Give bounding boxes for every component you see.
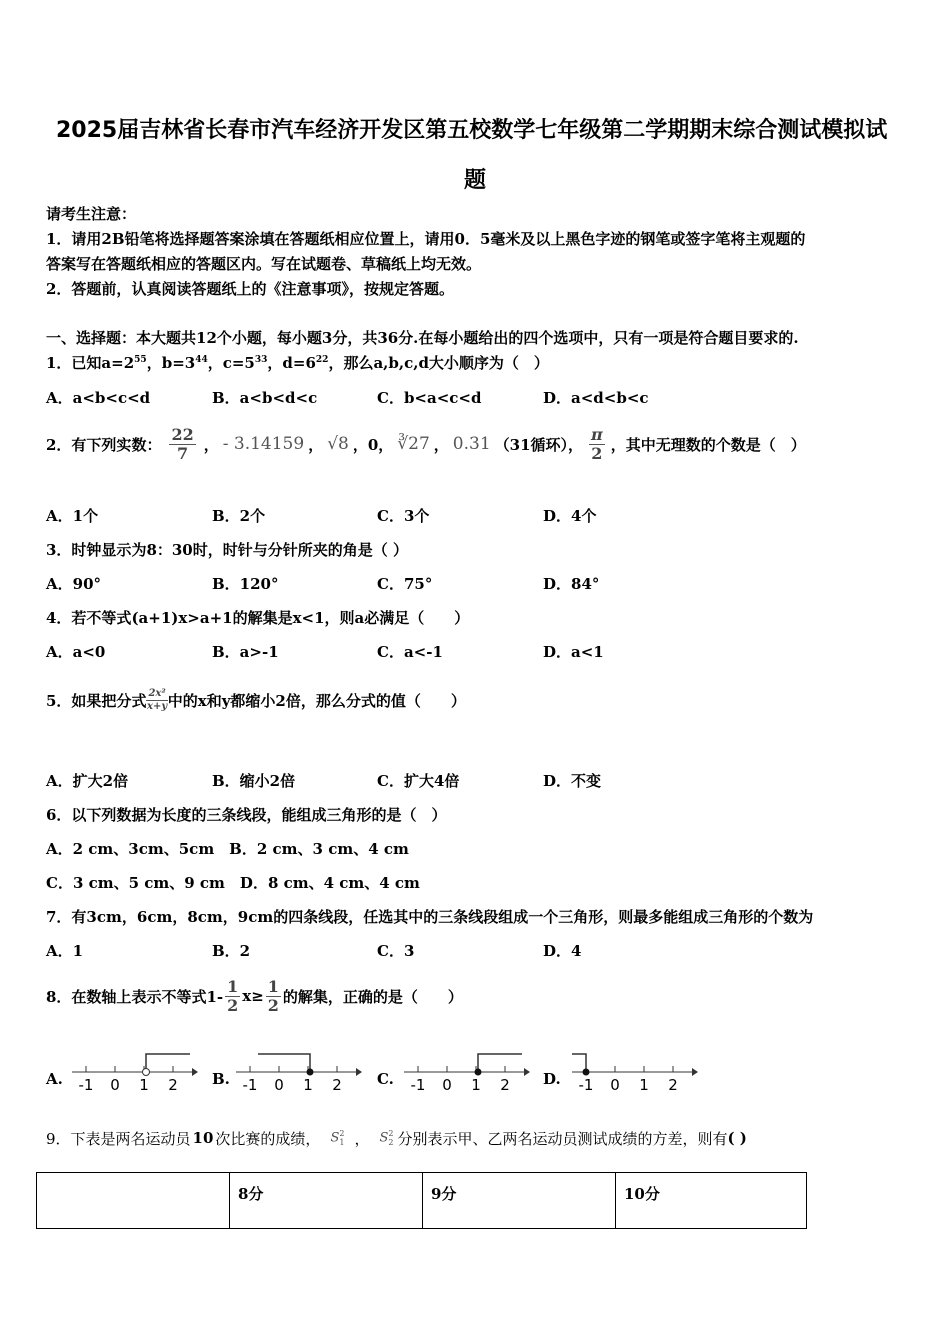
svg-text:-1: -1 xyxy=(242,1076,258,1092)
variance-s1: S 2 1 xyxy=(330,1129,345,1147)
svg-text:0: 0 xyxy=(274,1076,284,1092)
svg-text:0: 0 xyxy=(110,1076,120,1092)
svg-text:-1: -1 xyxy=(78,1076,94,1092)
section-heading: 一、选择题：本大题共12个小题，每小题3分，共36分.在每小题给出的四个选项中，只有一项是符合题目要求的. xyxy=(46,329,799,347)
q2-option-d: D．4个 xyxy=(543,507,597,525)
fraction-one-half-b: $\frac{1}{2}$ xyxy=(267,976,279,1015)
q4-option-b: B．a>-1 xyxy=(212,643,279,661)
q7-option-d: D．4 xyxy=(543,942,582,960)
q8-option-d: D. xyxy=(543,1070,561,1088)
q7-stem: 7．有3cm，6cm，8cm，9cm的四条线段，任选其中的三条线段组成一个三角形，则最多能组成三角形的个数为 xyxy=(46,908,814,926)
table-header-cell: 8分 xyxy=(230,1173,423,1229)
q7-option-b: B．2 xyxy=(212,942,251,960)
q8-numberline-b xyxy=(232,1046,362,1092)
q5-option-c: C．扩大4倍 xyxy=(377,772,460,790)
open-dot xyxy=(143,1069,150,1076)
q1-stem: 1．已知$a=2^{55}$，$b=3^{44}$，$c=5^{33}$，$d=6^{22}$，那么a,b,c,d大小顺序为（ ） xyxy=(46,354,549,372)
closed-dot xyxy=(307,1069,314,1076)
fraction-one-half-a: $\frac{1}{2}$ xyxy=(227,976,239,1015)
q5-option-b: B．缩小2倍 xyxy=(212,772,296,790)
q2-option-b: B．2个 xyxy=(212,507,266,525)
q2-option-c: C．3个 xyxy=(377,507,430,525)
q3-stem: 3．时钟显示为8：30时，时针与分针所夹的角是（ ） xyxy=(46,541,408,559)
page-title-line1: 2025届吉林省长春市汽车经济开发区第五校数学七年级第二学期期末综合测试模拟试 xyxy=(56,118,888,143)
q1-option-d: D．a<d<b<c xyxy=(543,389,649,407)
table-header-cell xyxy=(37,1173,230,1229)
svg-text:2: 2 xyxy=(668,1076,678,1092)
svg-text:1: 1 xyxy=(139,1076,149,1092)
closed-dot xyxy=(475,1069,482,1076)
q5-stem: 5．如果把分式 $\frac{\text{2x²}}{x+y}$ 中的x和y都缩小2倍，那么分式的值（ ） xyxy=(46,687,466,712)
table-header-cell: 10分 xyxy=(616,1173,807,1229)
fraction-2x2-over-x-plus-y: $\frac{\text{2x²}}{x+y}$ xyxy=(147,687,168,712)
scores-table xyxy=(36,1172,807,1229)
q6-stem: 6．以下列数据为长度的三条线段，能组成三角形的是（ ） xyxy=(46,806,447,824)
q8-numberline-d xyxy=(568,1046,698,1092)
q1-option-b: B．a<b<d<c xyxy=(212,389,318,407)
svg-text:1: 1 xyxy=(471,1076,481,1092)
q4-option-d: D．a<1 xyxy=(543,643,604,661)
q7-option-a: A．1 xyxy=(46,942,84,960)
q4-option-a: A．a<0 xyxy=(46,643,106,661)
notice-1b: 答案写在答题纸相应的答题区内。写在试题卷、草稿纸上均无效。 xyxy=(46,255,482,273)
svg-text:1: 1 xyxy=(303,1076,313,1092)
svg-text:2: 2 xyxy=(168,1076,178,1092)
q2-option-a: A．1个 xyxy=(46,507,99,525)
svg-text:0: 0 xyxy=(442,1076,452,1092)
fraction-22-7: $\frac{22}{7}$ xyxy=(171,424,194,463)
q8-option-c: C. xyxy=(377,1070,394,1088)
q4-stem: 4．若不等式(a+1)x>a+1的解集是x<1，则a必满足（ ） xyxy=(46,609,470,627)
svg-text:2: 2 xyxy=(500,1076,510,1092)
q8-numberline-a xyxy=(68,1046,198,1092)
svg-text:2: 2 xyxy=(332,1076,342,1092)
q7-option-c: C．3 xyxy=(377,942,415,960)
q3-option-b: B．120° xyxy=(212,575,279,593)
svg-text:-1: -1 xyxy=(578,1076,594,1092)
notice-heading: 请考生注意： xyxy=(46,205,137,223)
closed-dot xyxy=(583,1069,590,1076)
q8-option-b: B. xyxy=(212,1070,230,1088)
q8-stem: 8．在数轴上表示不等式1- $\frac{1}{2}$ x≥ $\frac{1}{2}$ 的解集，正确的是（ ） xyxy=(46,976,463,1015)
q3-option-d: D．84° xyxy=(543,575,600,593)
q6-options-row1: A．2 cm、3cm、5cm B．2 cm、3 cm、4 cm xyxy=(46,840,409,858)
q8-numberline-c xyxy=(400,1046,530,1092)
q5-option-d: D．不变 xyxy=(543,772,602,790)
table-row xyxy=(37,1173,807,1229)
svg-text:0: 0 xyxy=(610,1076,620,1092)
variance-s2: S 2 2 xyxy=(379,1129,394,1147)
table-header-cell: 9分 xyxy=(423,1173,616,1229)
notice-2: 2．答题前，认真阅读答题纸上的《注意事项》，按规定答题。 xyxy=(46,280,454,298)
q1-option-a: A．a<b<c<d xyxy=(46,389,151,407)
svg-text:1: 1 xyxy=(639,1076,649,1092)
fraction-pi-2: $\frac{\pi}{2}$ xyxy=(591,424,603,463)
svg-text:-1: -1 xyxy=(410,1076,426,1092)
notice-1a: 1．请用2B铅笔将选择题答案涂填在答题纸相应位置上，请用0．5毫米及以上黑色字迹的钢笔或签字笔将主观题的 xyxy=(46,230,806,248)
page-title-line2: 题 xyxy=(464,168,487,193)
q2-stem: 2．有下列实数： $\frac{22}{7}$ ， - 3.14159 ， √8 ，0， ∛27 ， 0.31 （31循环）， $\frac{\pi}{2}$ ，其中无理数的个数是（ ） xyxy=(46,424,806,463)
q3-option-c: C．75° xyxy=(377,575,433,593)
q9-stem: 9．下表是两名运动员 10 次比赛的成绩， S 2 1 ， S 2 2 分别表示甲、乙两名运动员测试成绩的方差，则有 ( ) xyxy=(46,1129,747,1148)
q8-option-a: A. xyxy=(46,1070,63,1088)
q4-option-c: C．a<-1 xyxy=(377,643,443,661)
q3-option-a: A．90° xyxy=(46,575,102,593)
q6-options-row2: C．3 cm、5 cm、9 cm D．8 cm、4 cm、4 cm xyxy=(46,874,420,892)
q5-option-a: A．扩大2倍 xyxy=(46,772,129,790)
q1-option-c: C．b<a<c<d xyxy=(377,389,482,407)
